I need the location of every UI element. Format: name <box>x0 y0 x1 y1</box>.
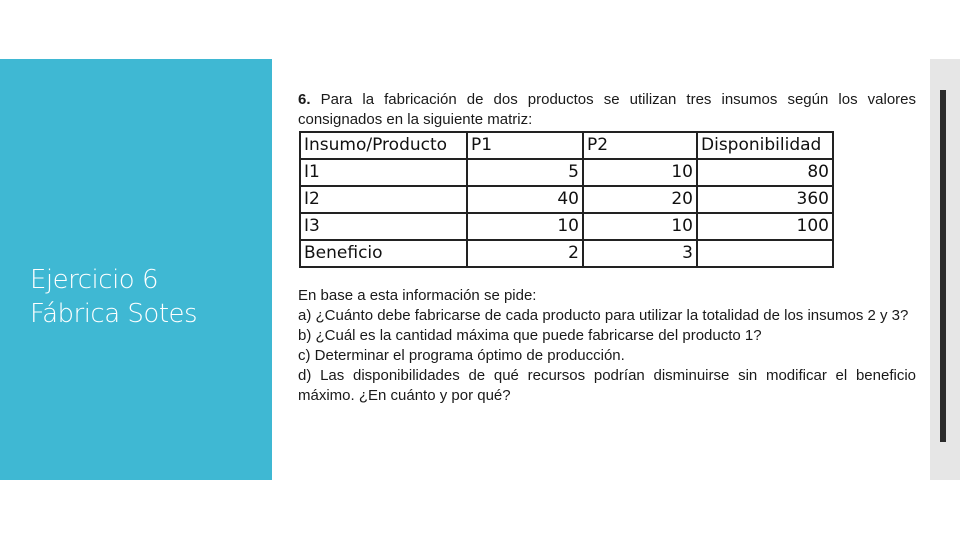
table-cell: 3 <box>583 240 697 267</box>
questions-block <box>298 286 916 406</box>
question-b: b) ¿Cuál es la cantidad máxima que puede fabricarse del producto 1? <box>298 327 762 344</box>
table-header-cell: P1 <box>467 132 583 159</box>
slide-title <box>30 263 270 331</box>
question-a: a) ¿Cuánto debe fabricarse de cada producto para utilizar la totalidad de los insumos 2 y 3? <box>298 307 909 324</box>
question-c: c) Determinar el programa óptimo de producción. <box>298 347 625 364</box>
table-cell: 5 <box>467 159 583 186</box>
table-row <box>300 240 833 267</box>
problem-number: 6. <box>298 91 311 108</box>
problem-statement <box>298 90 916 406</box>
table-cell: 2 <box>467 240 583 267</box>
slide-title-line1: Ejercicio 6 <box>30 265 159 295</box>
table-row <box>300 159 833 186</box>
table-row <box>300 186 833 213</box>
question-d: d) Las disponibilidades de qué recursos podrían disminuirse sin modificar el beneficio máximo. ¿En cuánto y por qué? <box>298 367 916 404</box>
scan-edge-line <box>940 90 946 442</box>
table-cell: 100 <box>697 213 833 240</box>
table-cell <box>697 240 833 267</box>
problem-intro <box>298 90 916 130</box>
table-cell: I3 <box>300 213 467 240</box>
problem-intro-text: Para la fabricación de dos productos se utilizan tres insumos según los valores consignados en la siguiente matriz: <box>298 91 916 128</box>
table-cell: 10 <box>467 213 583 240</box>
input-matrix-table <box>299 131 834 268</box>
table-header-row <box>300 132 833 159</box>
table-cell: I2 <box>300 186 467 213</box>
table-cell: 10 <box>583 213 697 240</box>
table-cell: I1 <box>300 159 467 186</box>
questions-lead: En base a esta información se pide: <box>298 287 537 304</box>
table-header-cell: P2 <box>583 132 697 159</box>
table-cell: 20 <box>583 186 697 213</box>
table-cell: 10 <box>583 159 697 186</box>
title-panel <box>0 59 272 480</box>
table-header-cell: Insumo/Producto <box>300 132 467 159</box>
table-cell: 360 <box>697 186 833 213</box>
slide-title-line2: Fábrica Sotes <box>30 299 198 329</box>
table-header-cell: Disponibilidad <box>697 132 833 159</box>
table-cell: Beneficio <box>300 240 467 267</box>
table-row <box>300 213 833 240</box>
table-cell: 80 <box>697 159 833 186</box>
table-cell: 40 <box>467 186 583 213</box>
